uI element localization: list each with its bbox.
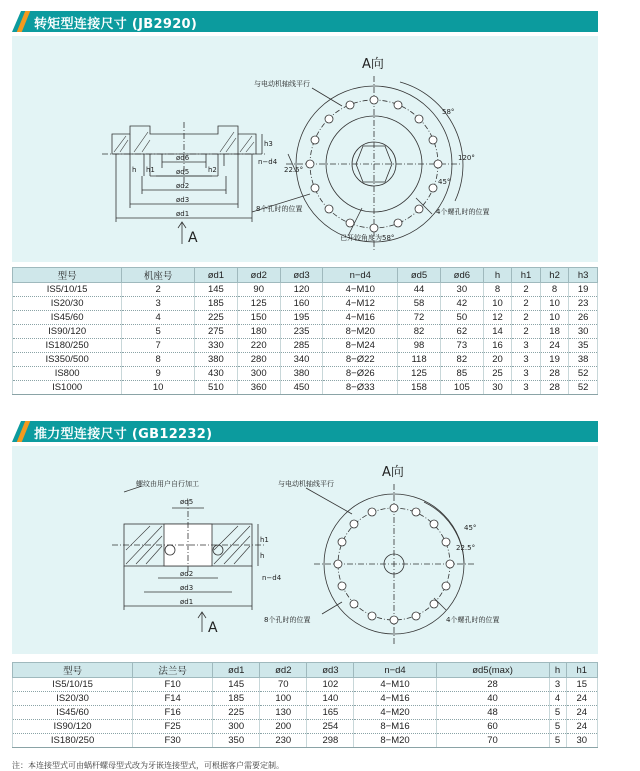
table-cell: 4−M16 [354, 692, 436, 706]
torque-angle-58: 58° [442, 108, 455, 116]
table-cell: 9 [122, 367, 195, 381]
col-header: n−d4 [323, 268, 398, 283]
table-cell: 62 [440, 325, 483, 339]
table-cell: 24 [566, 720, 597, 734]
section-title-torque: 转矩型连接尺寸 (JB2920) [34, 17, 198, 32]
table-cell: 52 [569, 367, 598, 381]
table-cell: 8−M16 [354, 720, 436, 734]
table-row [13, 367, 598, 381]
torque-table-body [13, 283, 598, 395]
table-cell: 18 [540, 325, 569, 339]
table-cell: 158 [398, 381, 441, 395]
table-cell: 70 [436, 734, 549, 748]
table-cell: 160 [280, 297, 323, 311]
table-cell: 8 [540, 283, 569, 297]
table-cell: 24 [540, 339, 569, 353]
torque-note-spline: 已开铰角度为58° [340, 234, 395, 242]
table-cell: 10 [540, 297, 569, 311]
thrust-drawing [12, 446, 598, 654]
section-title-thrust: 推力型连接尺寸 (GB12232) [34, 427, 213, 442]
thrust-note-bolt: 螺纹由用户自行加工 [136, 480, 199, 488]
table-cell: 185 [213, 692, 260, 706]
table-cell: 8−Ø33 [323, 381, 398, 395]
table-cell: 26 [569, 311, 598, 325]
table-cell: 125 [237, 297, 280, 311]
col-header: ød1 [213, 663, 260, 678]
table-cell: 3 [512, 381, 541, 395]
table-cell: 20 [483, 353, 512, 367]
col-header: ød3 [307, 663, 354, 678]
table-cell: 16 [483, 339, 512, 353]
table-cell: 3 [512, 339, 541, 353]
table-cell: 280 [237, 353, 280, 367]
table-row [13, 325, 598, 339]
table-cell: IS20/30 [13, 297, 122, 311]
torque-dim-d2: ød2 [176, 182, 190, 190]
table-cell: 140 [307, 692, 354, 706]
col-header: ød2 [237, 268, 280, 283]
table-cell: 450 [280, 381, 323, 395]
table-cell: IS800 [13, 367, 122, 381]
table-cell: 145 [213, 678, 260, 692]
table-cell: 105 [440, 381, 483, 395]
table-row [13, 692, 598, 706]
table-cell: F16 [133, 706, 213, 720]
table-cell: 5 [549, 734, 566, 748]
table-cell: IS90/120 [13, 720, 133, 734]
table-cell: 254 [307, 720, 354, 734]
table-cell: 12 [483, 311, 512, 325]
table-cell: 30 [440, 283, 483, 297]
col-header: 法兰号 [133, 663, 213, 678]
col-header: h1 [566, 663, 597, 678]
table-cell: 8 [122, 353, 195, 367]
table-cell: IS350/500 [13, 353, 122, 367]
table-cell: 10 [122, 381, 195, 395]
col-header: h2 [540, 268, 569, 283]
table-cell: 24 [566, 706, 597, 720]
section-header-torque [12, 11, 598, 32]
table-cell: 225 [194, 311, 237, 325]
col-header: ød5 [398, 268, 441, 283]
thrust-dim-d1: ød1 [180, 598, 194, 606]
table-cell: 360 [237, 381, 280, 395]
torque-dim-d1: ød1 [176, 210, 190, 218]
col-header: ød3 [280, 268, 323, 283]
table-cell: 4−M16 [323, 311, 398, 325]
table-cell: 285 [280, 339, 323, 353]
table-cell: 510 [194, 381, 237, 395]
table-cell: 2 [512, 311, 541, 325]
table-cell: 100 [260, 692, 307, 706]
table-row [13, 353, 598, 367]
col-header: 型号 [13, 268, 122, 283]
table-cell: IS20/30 [13, 692, 133, 706]
table-cell: IS1000 [13, 381, 122, 395]
table-cell: 3 [122, 297, 195, 311]
table-cell: 102 [307, 678, 354, 692]
table-cell: 28 [436, 678, 549, 692]
torque-view-label: A向 [362, 57, 384, 72]
table-header-row [13, 663, 598, 678]
thrust-arrow-label: A [208, 620, 218, 636]
table-cell: 25 [483, 367, 512, 381]
table-cell: 60 [436, 720, 549, 734]
table-cell: IS180/250 [13, 734, 133, 748]
thrust-dim-h1: h1 [260, 536, 269, 544]
table-cell: 118 [398, 353, 441, 367]
table-cell: 5 [549, 720, 566, 734]
thrust-angle-45: 45° [464, 524, 477, 532]
table-cell: 4−M10 [323, 283, 398, 297]
table-row [13, 339, 598, 353]
table-header-row [13, 268, 598, 283]
table-cell: 235 [280, 325, 323, 339]
table-cell: IS5/10/15 [13, 283, 122, 297]
table-row [13, 734, 598, 748]
table-row [13, 720, 598, 734]
col-header: 机座号 [122, 268, 195, 283]
table-cell: 380 [194, 353, 237, 367]
torque-angle-120: 120° [458, 154, 475, 162]
thrust-spec-table [12, 662, 598, 748]
section-header-thrust [12, 421, 598, 442]
table-row [13, 283, 598, 297]
torque-note-4holes: 4个螺孔时的位置 [436, 208, 490, 216]
table-cell: 14 [483, 325, 512, 339]
torque-spec-table [12, 267, 598, 395]
table-cell: IS180/250 [13, 339, 122, 353]
col-header: ød5(max) [436, 663, 549, 678]
table-cell: 4 [122, 311, 195, 325]
table-cell: 4−M10 [354, 678, 436, 692]
table-cell: IS5/10/15 [13, 678, 133, 692]
table-cell: 3 [549, 678, 566, 692]
torque-note-parallel: 与电动机轴线平行 [254, 80, 310, 88]
table-cell: 30 [566, 734, 597, 748]
table-cell: 42 [440, 297, 483, 311]
table-cell: IS45/60 [13, 311, 122, 325]
table-cell: 185 [194, 297, 237, 311]
torque-angle-45: 45° [438, 178, 451, 186]
thrust-angle-22: 22.5° [456, 544, 476, 552]
table-cell: 125 [398, 367, 441, 381]
thrust-dim-h: h [260, 552, 265, 560]
col-header: h1 [512, 268, 541, 283]
table-cell: 10 [540, 311, 569, 325]
thrust-table-body [13, 678, 598, 748]
table-cell: 225 [213, 706, 260, 720]
table-cell: 8−M20 [354, 734, 436, 748]
table-cell: 40 [436, 692, 549, 706]
table-cell: 145 [194, 283, 237, 297]
torque-drawing-svg [12, 36, 598, 262]
thrust-note-parallel: 与电动机轴线平行 [278, 480, 334, 488]
table-cell: 220 [237, 339, 280, 353]
table-cell: 85 [440, 367, 483, 381]
table-cell: 340 [280, 353, 323, 367]
table-row [13, 381, 598, 395]
table-cell: 8−Ø22 [323, 353, 398, 367]
table-cell: 7 [122, 339, 195, 353]
table-cell: 10 [483, 297, 512, 311]
table-cell: 300 [213, 720, 260, 734]
col-header: 型号 [13, 663, 133, 678]
table-row [13, 706, 598, 720]
thrust-view-label: A向 [382, 465, 404, 480]
table-cell: 30 [483, 381, 512, 395]
thrust-dim-nd4: n−d4 [262, 574, 282, 582]
table-cell: 15 [566, 678, 597, 692]
table-cell: 8−M20 [323, 325, 398, 339]
table-cell: 2 [512, 325, 541, 339]
table-cell: 298 [307, 734, 354, 748]
table-row [13, 678, 598, 692]
torque-dim-nd4: n−d4 [258, 158, 278, 166]
table-cell: 35 [569, 339, 598, 353]
table-cell: 82 [440, 353, 483, 367]
table-cell: 19 [540, 353, 569, 367]
col-header: h [549, 663, 566, 678]
thrust-dim-d3: ød3 [180, 584, 194, 592]
thrust-note-8holes: 8个孔时的位置 [264, 616, 311, 624]
table-cell: 8−M24 [323, 339, 398, 353]
table-cell: 4 [549, 692, 566, 706]
table-cell: 48 [436, 706, 549, 720]
table-cell: 130 [260, 706, 307, 720]
table-cell: 150 [237, 311, 280, 325]
col-header: h3 [569, 268, 598, 283]
table-row [13, 297, 598, 311]
table-cell: 72 [398, 311, 441, 325]
table-cell: 230 [260, 734, 307, 748]
table-cell: 350 [213, 734, 260, 748]
torque-dim-h3: h3 [264, 140, 273, 148]
table-cell: 50 [440, 311, 483, 325]
thrust-dim-d2: ød2 [180, 570, 194, 578]
torque-dim-d6: ød6 [176, 154, 190, 162]
table-cell: 4−M12 [323, 297, 398, 311]
torque-dim-d5: ød5 [176, 168, 190, 176]
thrust-note-4holes: 4个螺孔时的位置 [446, 616, 500, 624]
table-cell: F30 [133, 734, 213, 748]
table-cell: 2 [512, 283, 541, 297]
table-cell: 5 [122, 325, 195, 339]
torque-dim-d3: ød3 [176, 196, 190, 204]
table-cell: 82 [398, 325, 441, 339]
table-cell: 2 [512, 297, 541, 311]
table-cell: 28 [540, 367, 569, 381]
table-cell: 330 [194, 339, 237, 353]
table-cell: 28 [540, 381, 569, 395]
torque-arrow-label: A [188, 230, 198, 246]
table-cell: 52 [569, 381, 598, 395]
table-cell: F25 [133, 720, 213, 734]
table-cell: IS90/120 [13, 325, 122, 339]
col-header: ød1 [194, 268, 237, 283]
table-cell: 8−Ø26 [323, 367, 398, 381]
table-cell: IS45/60 [13, 706, 133, 720]
col-header: h [483, 268, 512, 283]
thrust-dim-d5: ød5 [180, 498, 194, 506]
table-cell: 8 [483, 283, 512, 297]
table-cell: 200 [260, 720, 307, 734]
table-cell: 70 [260, 678, 307, 692]
col-header: n−d4 [354, 663, 436, 678]
footnote: 注：本连接型式可由蜗杆螺母型式改为牙嵌连接型式，可根据客户需要定制。 [12, 761, 284, 770]
table-cell: 3 [512, 367, 541, 381]
table-cell: 23 [569, 297, 598, 311]
torque-dim-h2: h2 [208, 166, 217, 174]
torque-dim-h1: h1 [146, 166, 155, 174]
table-cell: 300 [237, 367, 280, 381]
table-cell: 5 [549, 706, 566, 720]
torque-drawing [12, 36, 598, 262]
table-cell: 120 [280, 283, 323, 297]
torque-angle-22: 22.5° [284, 166, 304, 174]
table-cell: 98 [398, 339, 441, 353]
table-cell: 73 [440, 339, 483, 353]
table-cell: 30 [569, 325, 598, 339]
table-cell: F14 [133, 692, 213, 706]
table-cell: 58 [398, 297, 441, 311]
table-cell: 4−M20 [354, 706, 436, 720]
table-cell: 3 [512, 353, 541, 367]
table-cell: 2 [122, 283, 195, 297]
table-cell: 195 [280, 311, 323, 325]
table-cell: 180 [237, 325, 280, 339]
table-cell: 380 [280, 367, 323, 381]
torque-dim-h: h [132, 166, 137, 174]
table-cell: 19 [569, 283, 598, 297]
thrust-drawing-svg [12, 446, 598, 654]
table-row [13, 311, 598, 325]
col-header: ød6 [440, 268, 483, 283]
col-header: ød2 [260, 663, 307, 678]
table-cell: 275 [194, 325, 237, 339]
table-cell: 430 [194, 367, 237, 381]
table-cell: 24 [566, 692, 597, 706]
table-cell: 38 [569, 353, 598, 367]
table-cell: F10 [133, 678, 213, 692]
table-cell: 165 [307, 706, 354, 720]
table-cell: 44 [398, 283, 441, 297]
torque-note-8holes: 8个孔时的位置 [256, 205, 303, 213]
table-cell: 90 [237, 283, 280, 297]
